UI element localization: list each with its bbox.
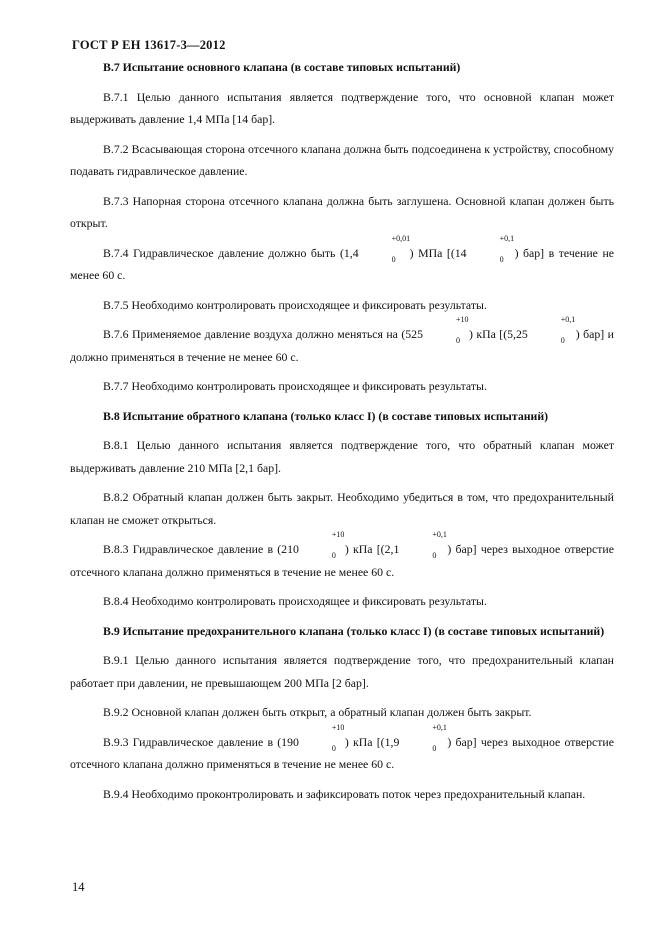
tolerance-lower: 0 <box>331 743 336 753</box>
text-run: ) бар] в течение не менее 60 с. <box>70 245 614 282</box>
text-run: В.8.3 Гидравлическое давление в (210 <box>103 542 299 556</box>
section-heading-b9: В.9 Испытание предохранительного клапана (только класс I) (в составе типовых испытаний) <box>103 623 605 638</box>
paragraph-b8-3 <box>70 530 614 583</box>
paragraph-b9-3 <box>70 722 614 776</box>
page-number: 14 <box>72 880 85 894</box>
tolerance <box>528 315 576 346</box>
tolerance-lower: 0 <box>331 551 336 560</box>
paragraph-b7-5: В.7.5 Необходимо контролировать происходящее и фиксировать результаты. <box>103 297 487 312</box>
paragraph-b7-6 <box>70 315 614 368</box>
text-run: В.9.3 Гидравлическое давление в (190 <box>103 734 299 749</box>
tolerance <box>299 530 345 561</box>
document-body <box>70 56 614 805</box>
text-run: В.7.4 Гидравлическое давление должно быть (1,4 <box>103 245 359 260</box>
tolerance-lower: 0 <box>560 336 565 345</box>
text-run: ) кПа [(2,1 <box>344 542 400 556</box>
tolerance <box>399 722 447 754</box>
tolerance-upper: +0,1 <box>499 233 515 243</box>
paragraph-b7-7: В.7.7 Необходимо контролировать происходящее и фиксировать результаты. <box>103 379 487 393</box>
text-run: ) кПа [(5,25 <box>468 327 528 341</box>
tolerance-upper: +0,1 <box>432 722 447 732</box>
tolerance <box>299 722 345 754</box>
paragraph-b7-1: В.7.1 Целью данного испытания является подтверждение того, что основной клапан может выдерживать давление 1,4 МПа [14 бар]. <box>70 89 614 126</box>
tolerance-upper: +0,1 <box>560 315 576 324</box>
paragraph-b8-4: В.8.4 Необходимо контролировать происходящее и фиксировать результаты. <box>103 594 487 608</box>
tolerance-upper: +10 <box>331 530 345 539</box>
text-run: ) бар] и должно применяться в течение не менее 60 с. <box>70 327 614 364</box>
paragraph-b8-1: В.8.1 Целью данного испытания является подтверждение того, что обратный клапан может выдерживать давление 210 МПа [2,1 бар]. <box>70 438 614 475</box>
tolerance-lower: 0 <box>432 551 437 560</box>
tolerance <box>423 315 469 346</box>
tolerance <box>359 233 411 265</box>
paragraph-b9-1: В.9.1 Целью данного испытания является подтверждение того, что предохранительный клапан работает при давлении, не превышающем 200 МПа [2 бар]. <box>70 653 614 690</box>
tolerance <box>399 530 447 561</box>
paragraph-b7-3: В.7.3 Напорная сторона отсечного клапана должна быть заглушена. Основной клапан должен быть открыт. <box>70 193 614 230</box>
tolerance-upper: +0,1 <box>432 530 447 539</box>
text-run: ) МПа [(14 <box>409 245 467 260</box>
text-run: ) бар] через выходное отверстие отсечного клапана должно применяться в течение не менее 60 с. <box>70 542 614 579</box>
tolerance-lower: 0 <box>455 336 460 345</box>
paragraph-b8-2: В.8.2 Обратный клапан должен быть закрыт. Необходимо убедиться в том, что предохранительный клапан не сможет открыться. <box>70 490 614 527</box>
text-run: ) бар] через выходное отверстие отсечного клапана должно применяться в течение не менее 60 с. <box>70 734 614 771</box>
tolerance-lower: 0 <box>391 254 396 264</box>
text-run: В.7.6 Применяемое давление воздуха должно меняться на (525 <box>103 327 423 341</box>
tolerance-lower: 0 <box>432 743 437 753</box>
paragraph-b9-4: В.9.4 Необходимо проконтролировать и зафиксировать поток через предохранительный клапан. <box>103 786 586 801</box>
document-id: ГОСТ Р ЕН 13617-3—2012 <box>72 38 226 52</box>
tolerance-lower: 0 <box>499 254 504 264</box>
paragraph-b7-2: В.7.2 Всасывающая сторона отсечного клапана должна быть подсоединена к устройству, способному подавать гидравлическое давление. <box>70 141 614 178</box>
tolerance-upper: +10 <box>331 722 345 732</box>
section-heading-b7: В.7 Испытание основного клапана (в составе типовых испытаний) <box>103 60 461 74</box>
tolerance-upper: +0,01 <box>391 233 411 243</box>
tolerance <box>467 233 515 265</box>
paragraph-b9-2: В.9.2 Основной клапан должен быть открыт, а обратный клапан должен быть закрыт. <box>103 705 532 719</box>
text-run: ) кПа [(1,9 <box>344 734 400 749</box>
section-heading-b8: В.8 Испытание обратного клапана (только класс I) (в составе типовых испытаний) <box>103 408 549 423</box>
paragraph-b7-4 <box>70 233 614 287</box>
tolerance-upper: +10 <box>455 315 469 324</box>
